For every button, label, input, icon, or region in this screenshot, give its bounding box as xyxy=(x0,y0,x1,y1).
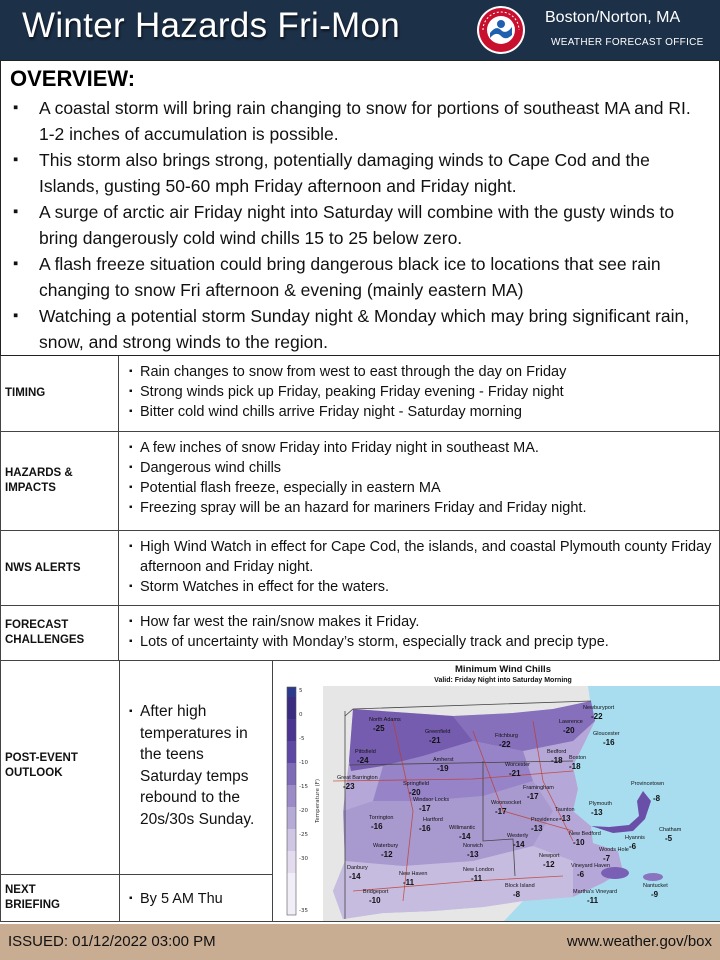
station-value: -16 xyxy=(419,824,431,833)
station-value: -24 xyxy=(357,756,369,765)
timing-label: TIMING xyxy=(1,356,119,431)
footer-bar xyxy=(0,924,720,960)
colorbar-tick: 0 xyxy=(299,712,303,718)
overview-bullet: ▪ A coastal storm will bring rain changing to snow for portions of southeast MA and RI. 1-2 inches of accumulation is possible. xyxy=(1,95,719,147)
wind-chill-map xyxy=(272,661,720,921)
station-value: -7 xyxy=(603,854,611,863)
station-name: Hyannis xyxy=(625,835,645,841)
station-name: Bridgeport xyxy=(363,889,389,895)
station-value: -14 xyxy=(349,872,361,881)
next-briefing-label xyxy=(1,874,119,921)
station-name: Woonsocket xyxy=(491,800,522,806)
station-value: -13 xyxy=(467,850,479,859)
station-value: -6 xyxy=(629,842,637,851)
station-name: Springfield xyxy=(403,781,429,787)
station-name: Martha's Vineyard xyxy=(573,889,618,895)
station-value: -18 xyxy=(551,756,563,765)
outlook-row xyxy=(0,661,720,922)
station-name: Torrington xyxy=(369,815,394,821)
next-briefing-label-line2: BRIEFING xyxy=(5,899,60,911)
office-location: Boston/Norton, MA xyxy=(545,9,681,26)
nws-seal-logo xyxy=(476,5,526,55)
station-name: Bedford xyxy=(547,749,567,755)
hazards-label-line2: IMPACTS xyxy=(5,482,56,494)
station-value: -21 xyxy=(509,769,521,778)
timing-item: ▪ Rain changes to snow from west to east through the day on Friday xyxy=(129,362,713,382)
station-name: Pittsfield xyxy=(355,749,376,755)
challenges-item: ▪ How far west the rain/snow makes it Friday. xyxy=(129,612,713,632)
next-briefing-label-line1: NEXT xyxy=(5,884,36,896)
station-value: -16 xyxy=(603,738,615,747)
station-name: Amherst xyxy=(433,757,454,763)
colorbar-tick: -15 xyxy=(299,784,308,790)
hazards-label-line1: HAZARDS & xyxy=(5,467,73,479)
station-value: -20 xyxy=(563,726,575,735)
station-name: Hartford xyxy=(423,817,443,823)
next-briefing-content xyxy=(119,874,272,921)
station-name: Westerly xyxy=(507,833,529,839)
alerts-item: ▪ High Wind Watch in effect for Cape Cod, the islands, and coastal Plymouth county Friday afternoon and Friday night. xyxy=(129,537,713,577)
station-value: -17 xyxy=(495,807,507,816)
challenges-label-line2: CHALLENGES xyxy=(5,634,85,646)
station-value: -22 xyxy=(591,712,603,721)
timing-row xyxy=(0,356,720,432)
hazards-row xyxy=(0,432,720,531)
station-value: -16 xyxy=(371,822,383,831)
outlook-text: ▪ After high temperatures in the teens Saturday temps rebound to the 20s/30s Sunday. xyxy=(129,701,268,830)
station-name: Great Barrington xyxy=(337,775,378,781)
station-value: -9 xyxy=(651,890,659,899)
station-name: Willimantic xyxy=(449,825,476,831)
hazards-item: ▪ A few inches of snow Friday into Friday night in southeast MA. xyxy=(129,438,713,458)
wind-chill-map-svg xyxy=(273,661,720,921)
station-value: -13 xyxy=(591,808,603,817)
station-value: -14 xyxy=(459,832,471,841)
station-name: New Bedford xyxy=(569,831,601,837)
timing-content xyxy=(119,356,719,431)
station-name: Newburyport xyxy=(583,705,615,711)
station-value: -22 xyxy=(499,740,511,749)
station-value: -25 xyxy=(373,724,385,733)
colorbar-tick: -5 xyxy=(299,736,305,742)
map-subtitle: Valid: Friday Night into Saturday Morning xyxy=(434,677,572,684)
hazards-item: ▪ Freezing spray will be an hazard for mariners Friday and Friday night. xyxy=(129,498,713,518)
station-name: Norwich xyxy=(463,843,483,849)
challenges-item: ▪ Lots of uncertainty with Monday’s storm, especially track and precip type. xyxy=(129,632,713,652)
station-value: -17 xyxy=(419,804,431,813)
station-name: Nantucket xyxy=(643,883,668,889)
alerts-content xyxy=(119,531,719,605)
station-value: -12 xyxy=(381,850,393,859)
alerts-label: NWS ALERTS xyxy=(1,531,119,605)
station-name: Vineyard Haven xyxy=(571,863,611,869)
station-value: -23 xyxy=(343,782,355,791)
page-title: Winter Hazards Fri-Mon xyxy=(22,6,401,45)
nantucket xyxy=(643,873,663,881)
colorbar-label: Temperature (F) xyxy=(315,778,321,824)
station-value: -11 xyxy=(471,874,483,883)
overview-bullet: ▪ A surge of arctic air Friday night into Saturday will combine with the gusty winds to bring dangerously cold wind chills 15 to 25 below zero. xyxy=(1,199,719,251)
timing-item: ▪ Strong winds pick up Friday, peaking Friday evening - Friday night xyxy=(129,382,713,402)
station-value: -21 xyxy=(429,736,441,745)
station-value: -5 xyxy=(665,834,673,843)
alerts-row xyxy=(0,531,720,606)
hazards-item: ▪ Dangerous wind chills xyxy=(129,458,713,478)
station-name: Waterbury xyxy=(373,843,399,849)
outlook-label xyxy=(1,661,119,874)
overview-bullet: ▪ A flash freeze situation could bring dangerous black ice to locations that see rain changing to snow Fri afternoon & evening (mainly eastern MA) xyxy=(1,251,719,303)
station-value: -12 xyxy=(543,860,555,869)
overview-list xyxy=(1,95,719,355)
station-value: -20 xyxy=(409,788,421,797)
station-name: Greenfield xyxy=(425,729,451,735)
station-name: Block Island xyxy=(505,883,535,889)
station-value: -13 xyxy=(559,814,571,823)
station-name: Providence xyxy=(531,817,559,823)
station-value: -19 xyxy=(437,764,449,773)
overview-bullet: ▪ This storm also brings strong, potentially damaging winds to Cape Cod and the Islands, gusting 50-60 mph Friday afternoon and Friday night. xyxy=(1,147,719,199)
colorbar-tick: -20 xyxy=(299,808,308,814)
office-name: WEATHER FORECAST OFFICE xyxy=(551,37,704,48)
overview-title: OVERVIEW: xyxy=(10,66,136,91)
station-name: Taunton xyxy=(555,807,575,813)
station-name: Framingham xyxy=(523,785,554,791)
station-value: -11 xyxy=(587,896,599,905)
challenges-row xyxy=(0,606,720,661)
hazards-content xyxy=(119,432,719,530)
station-name: New London xyxy=(463,867,494,873)
station-value: -10 xyxy=(369,896,381,905)
station-name: Provincetown xyxy=(631,781,665,787)
station-name: Windsor Locks xyxy=(413,797,450,803)
station-name: Gloucester xyxy=(593,731,620,737)
overview-section xyxy=(0,60,720,356)
station-name: Newport xyxy=(539,853,560,859)
station-value: -8 xyxy=(653,794,661,803)
hazards-item: ▪ Potential flash freeze, especially in eastern MA xyxy=(129,478,713,498)
challenges-label xyxy=(1,606,119,660)
colorbar-tick: 5 xyxy=(299,688,303,694)
issued-timestamp: ISSUED: 01/12/2022 03:00 PM xyxy=(8,933,216,950)
colorbar-tick: -30 xyxy=(299,856,308,862)
outlook-content xyxy=(119,661,272,874)
map-title: Minimum Wind Chills xyxy=(455,664,551,675)
station-value: -10 xyxy=(573,838,585,847)
overview-bullet: ▪ Watching a potential storm Sunday night & Monday which may bring significant rain, snow, and strong winds to the region. xyxy=(1,303,719,355)
station-name: Chatham xyxy=(659,827,682,833)
station-value: -11 xyxy=(403,878,415,887)
next-briefing-text: ▪ By 5 AM Thu xyxy=(129,889,272,909)
station-name: Boston xyxy=(569,755,587,761)
header-bar xyxy=(0,0,720,60)
station-value: -8 xyxy=(513,890,521,899)
website-link[interactable]: www.weather.gov/box xyxy=(566,933,712,950)
station-name: Plymouth xyxy=(589,801,612,807)
outlook-label-line2: OUTLOOK xyxy=(5,767,63,779)
station-name: Worcester xyxy=(505,762,530,768)
station-name: Danbury xyxy=(347,865,368,871)
colorbar-tick: -35 xyxy=(299,908,308,914)
station-name: Woods Hole xyxy=(599,847,629,853)
colorbar-tick: -10 xyxy=(299,760,308,766)
station-value: -13 xyxy=(531,824,543,833)
station-value: -14 xyxy=(513,840,525,849)
station-value: -17 xyxy=(527,792,539,801)
station-name: Lawrence xyxy=(559,719,583,725)
challenges-content xyxy=(119,606,719,660)
timing-item: ▪ Bitter cold wind chills arrive Friday night - Saturday morning xyxy=(129,402,713,422)
station-name: New Haven xyxy=(399,871,428,877)
alerts-item: ▪ Storm Watches in effect for the waters. xyxy=(129,577,713,597)
colorbar-tick: -25 xyxy=(299,832,308,838)
station-name: North Adams xyxy=(369,717,401,723)
challenges-label-line1: FORECAST xyxy=(5,619,69,631)
station-value: -18 xyxy=(569,762,581,771)
hazards-label xyxy=(1,432,119,530)
station-value: -6 xyxy=(577,870,585,879)
station-name: Fitchburg xyxy=(495,733,518,739)
outlook-label-line1: POST-EVENT xyxy=(5,752,78,764)
